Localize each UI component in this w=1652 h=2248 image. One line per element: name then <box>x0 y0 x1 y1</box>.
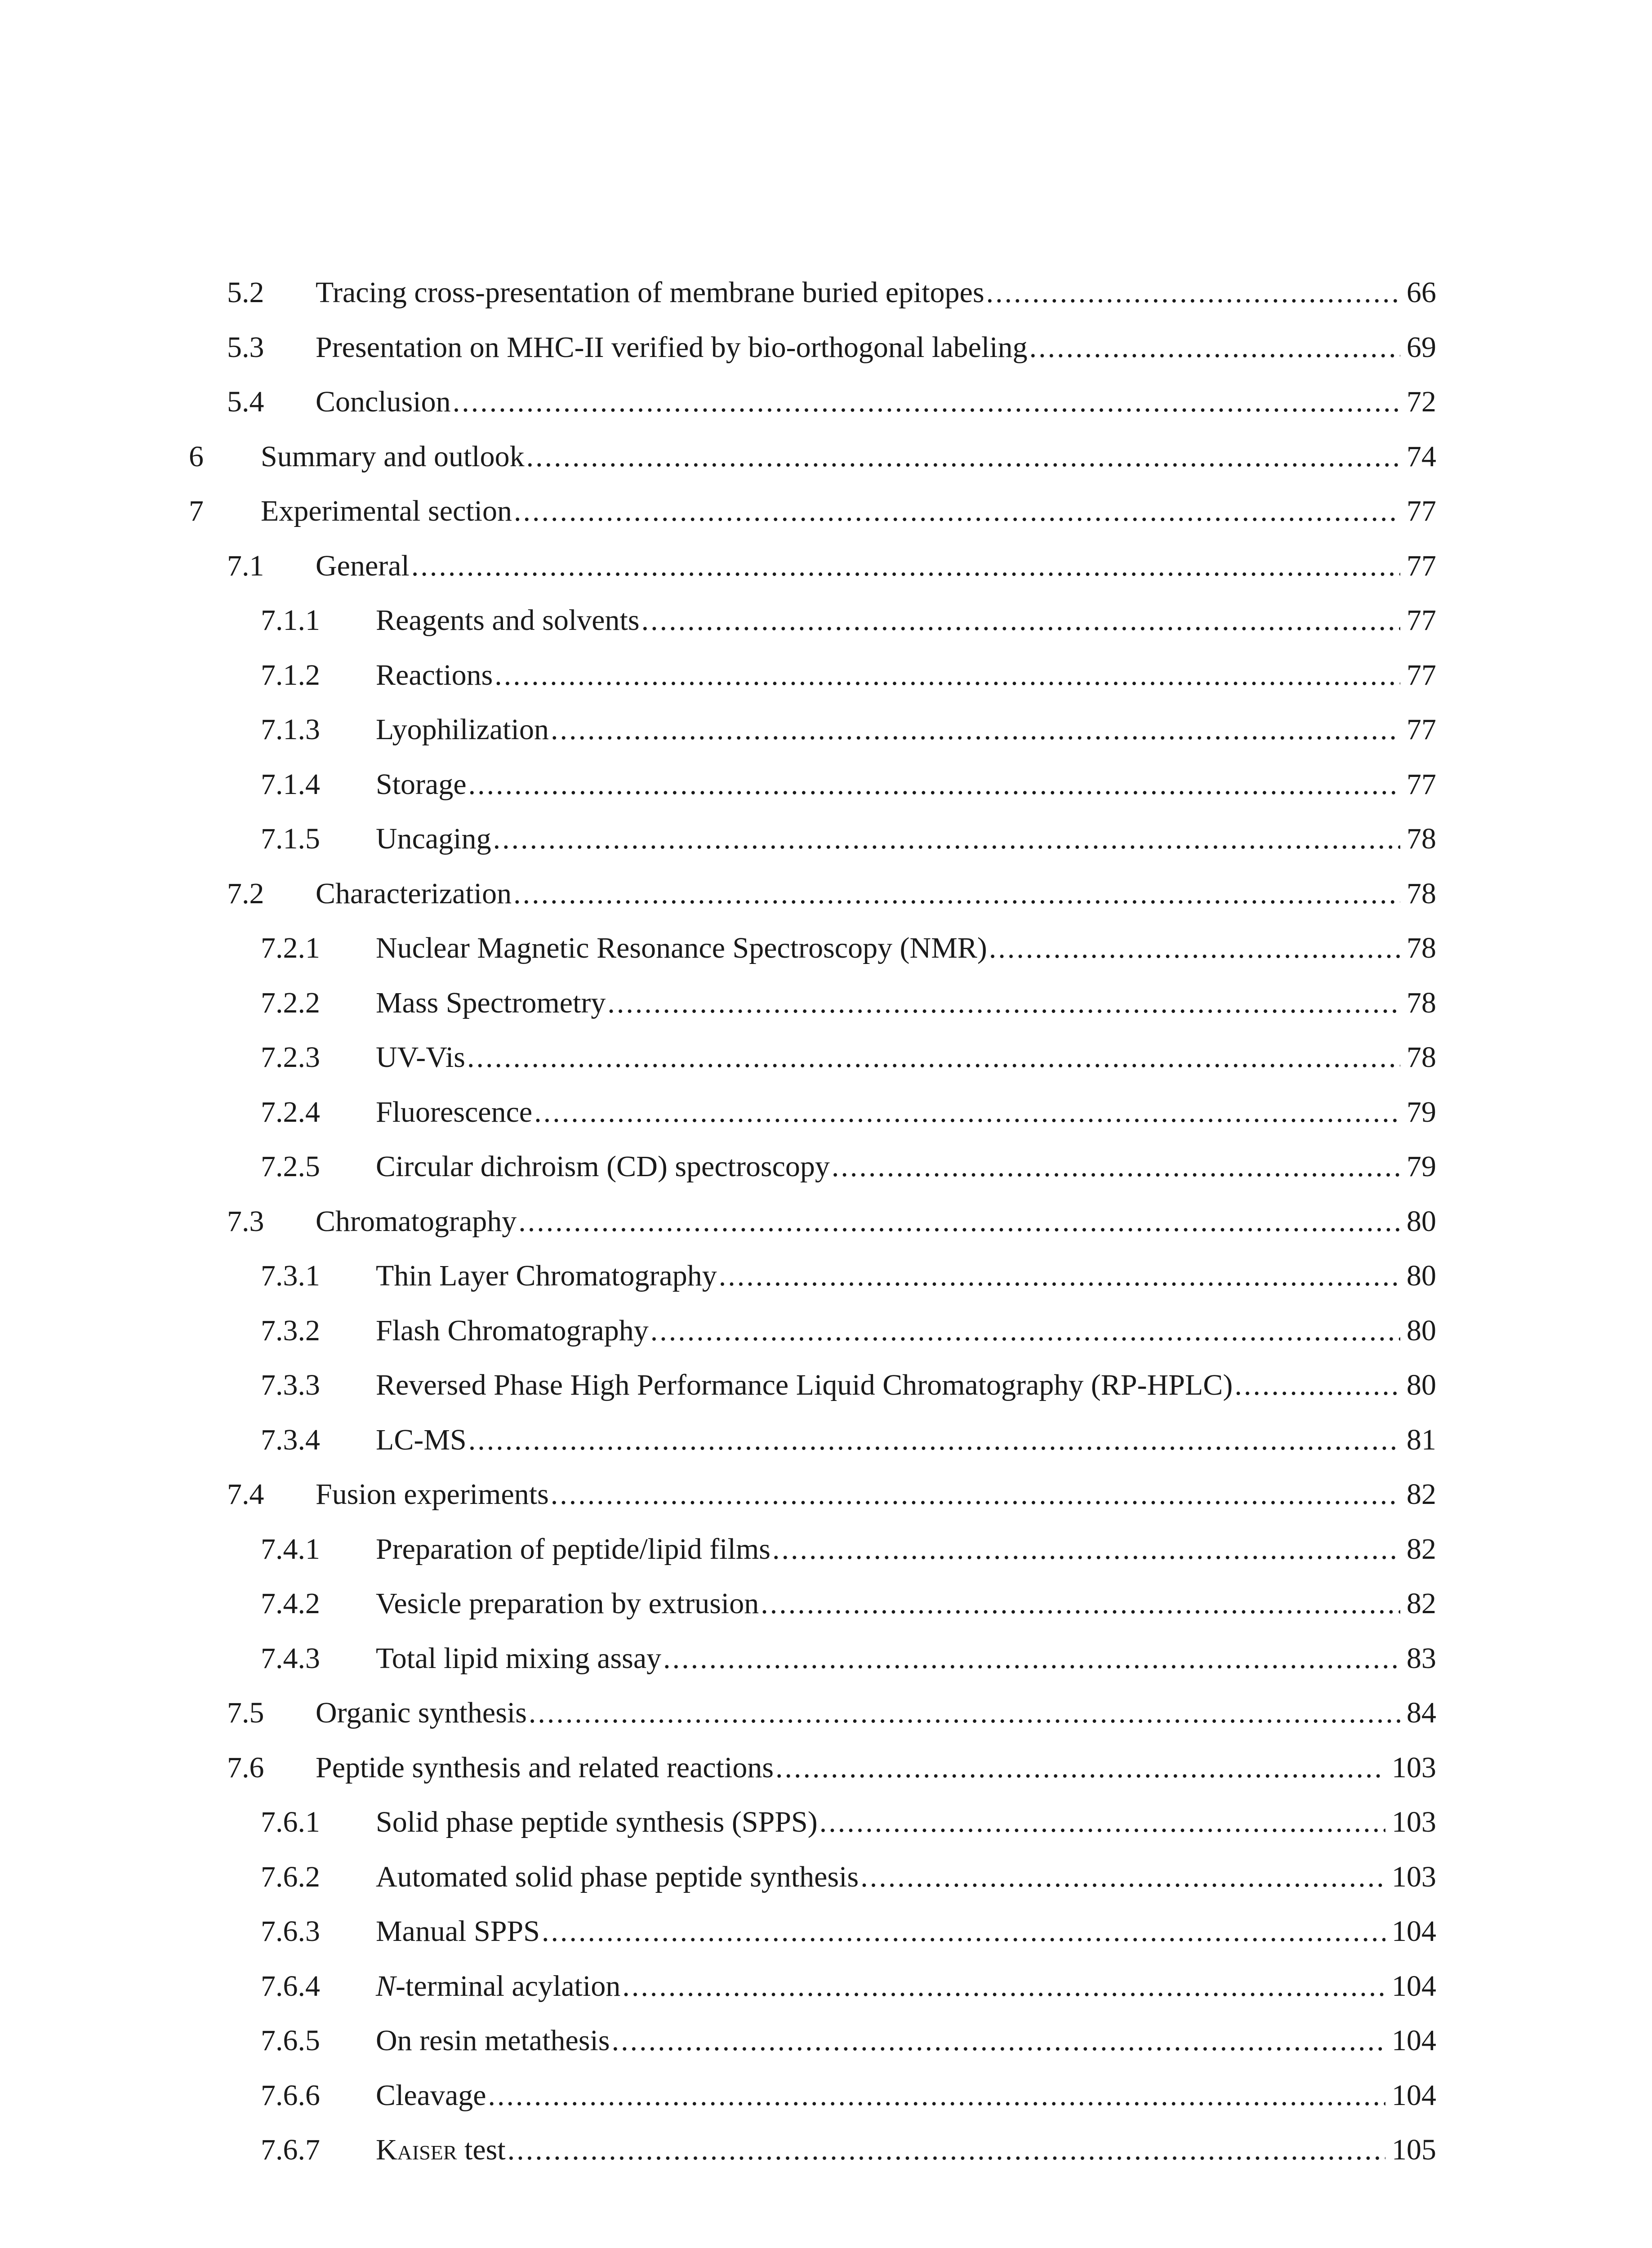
toc-page-number: 83 <box>1407 1642 1436 1675</box>
toc-dot-leader <box>719 1249 1400 1303</box>
toc-page-number: 104 <box>1392 1970 1436 2003</box>
toc-dot-leader <box>411 539 1400 593</box>
toc-entry-line <box>261 484 1436 539</box>
toc-title-text: Summary and outlook <box>261 440 525 473</box>
toc-entry-line <box>376 1850 1436 1905</box>
toc-entry-line <box>376 1358 1436 1413</box>
toc-entry-line <box>376 1413 1436 1467</box>
toc-entry[interactable] <box>0 1413 1652 1467</box>
toc-title-text: Chromatography <box>316 1205 517 1238</box>
toc-title-text: Total lipid mixing assay <box>376 1642 662 1675</box>
toc-page-number: 80 <box>1407 1314 1436 1347</box>
toc-title-text: Characterization <box>316 877 512 910</box>
toc-entry[interactable] <box>0 320 1652 375</box>
toc-section-number: 5.3 <box>227 331 264 364</box>
toc-title-text: Automated solid phase peptide synthesis <box>376 1860 859 1893</box>
toc-section-title <box>376 2013 610 2068</box>
toc-entry[interactable] <box>0 2068 1652 2123</box>
toc-section-title <box>376 757 467 812</box>
toc-entry-line <box>376 1303 1436 1358</box>
toc-entry-line <box>376 1904 1436 1959</box>
toc-dot-leader <box>468 757 1400 812</box>
toc-entry-line <box>376 1522 1436 1577</box>
toc-section-number: 7.3 <box>227 1205 264 1238</box>
toc-entry-line <box>376 1795 1436 1850</box>
toc-section-title <box>316 1467 549 1522</box>
toc-section-title <box>376 1413 467 1467</box>
toc-page-number: 81 <box>1407 1423 1436 1456</box>
toc-title-text: Conclusion <box>316 385 451 418</box>
toc-title-text: Thin Layer Chromatography <box>376 1259 717 1292</box>
toc-section-number: 7.1.2 <box>261 659 320 691</box>
toc-section-number: 6 <box>189 440 204 473</box>
toc-section-title <box>261 484 512 539</box>
toc-entry[interactable] <box>0 976 1652 1030</box>
toc-page-number: 78 <box>1407 877 1436 910</box>
toc-section-number: 7.6.3 <box>261 1915 320 1948</box>
toc-title-text: Fusion experiments <box>316 1478 549 1511</box>
toc-entry-line <box>316 265 1436 320</box>
toc-entry[interactable] <box>0 539 1652 593</box>
toc-section-number: 7.3.3 <box>261 1369 320 1401</box>
toc-entry-line <box>316 866 1436 921</box>
toc-page-number: 84 <box>1407 1696 1436 1729</box>
toc-section-number: 7.1 <box>227 549 264 582</box>
toc-entry-line <box>316 1686 1436 1740</box>
toc-title-text: Manual SPPS <box>376 1915 540 1948</box>
toc-page-number: 78 <box>1407 986 1436 1019</box>
toc-page-number: 104 <box>1392 1915 1436 1948</box>
toc-dot-leader <box>989 921 1400 976</box>
toc-entry-line <box>316 1467 1436 1522</box>
toc-section-title <box>376 648 493 703</box>
toc-entry-line <box>376 648 1436 703</box>
toc-entry-line <box>376 2123 1436 2177</box>
toc-title-text: UV-Vis <box>376 1041 465 1074</box>
toc-section-title <box>376 976 606 1030</box>
toc-entry[interactable] <box>0 812 1652 866</box>
toc-title-text: Presentation on MHC-II verified by bio-orthogonal labeling <box>316 331 1028 364</box>
toc-dot-leader <box>529 1686 1400 1740</box>
toc-dot-leader <box>622 1959 1385 2014</box>
toc-title-text: Organic synthesis <box>316 1696 527 1729</box>
toc-title-text: Circular dichroism (CD) spectroscopy <box>376 1150 830 1183</box>
toc-section-title <box>376 1795 818 1850</box>
toc-entry[interactable] <box>0 593 1652 648</box>
toc-dot-leader <box>775 1740 1385 1795</box>
toc-title-text: Flash Chromatography <box>376 1314 649 1347</box>
toc-dot-leader <box>772 1522 1400 1577</box>
toc-entry[interactable] <box>0 1303 1652 1358</box>
toc-section-title <box>376 593 640 648</box>
toc-dot-leader <box>453 375 1400 429</box>
toc-dot-leader <box>1029 320 1400 375</box>
toc-entry[interactable] <box>0 1085 1652 1140</box>
toc-dot-leader <box>493 812 1400 866</box>
toc-entry[interactable] <box>0 265 1652 320</box>
toc-dot-leader <box>508 2123 1385 2177</box>
toc-section-number: 7.5 <box>227 1696 264 1729</box>
toc-entry-line <box>376 593 1436 648</box>
toc-dot-leader <box>1234 1358 1400 1413</box>
toc-entry-line <box>376 1576 1436 1631</box>
toc-entry-line <box>316 1740 1436 1795</box>
toc-entry-line <box>376 1249 1436 1303</box>
toc-page-number: 103 <box>1392 1860 1436 1893</box>
toc-section-number: 7.3.2 <box>261 1314 320 1347</box>
toc-dot-leader <box>650 1303 1400 1358</box>
toc-entry-line <box>376 2068 1436 2123</box>
toc-section-number: 7.2.4 <box>261 1096 320 1128</box>
toc-section-title <box>376 921 987 976</box>
toc-section-number: 7.6.4 <box>261 1970 320 2003</box>
toc-title-text: Reversed Phase High Performance Liquid Chromatography (RP-HPLC) <box>376 1369 1233 1401</box>
toc-title-text: Cleavage <box>376 2079 486 2112</box>
toc-section-number: 5.2 <box>227 276 264 309</box>
toc-entry-line <box>316 320 1436 375</box>
toc-section-number: 7.2 <box>227 877 264 910</box>
toc-section-title <box>376 1522 770 1577</box>
toc-section-number: 7.2.3 <box>261 1041 320 1074</box>
toc-entry[interactable] <box>0 1850 1652 1905</box>
toc-page-number: 78 <box>1407 932 1436 964</box>
toc-page-number: 77 <box>1407 604 1436 637</box>
toc-dot-leader <box>534 1085 1400 1140</box>
toc-section-number: 7.3.4 <box>261 1423 320 1456</box>
toc-dot-leader <box>663 1631 1400 1686</box>
toc-entry-line <box>376 1139 1436 1194</box>
toc-dot-leader <box>468 1413 1400 1467</box>
toc-page-number: 80 <box>1407 1369 1436 1401</box>
toc-dot-leader <box>607 976 1400 1030</box>
toc-entry[interactable] <box>0 429 1652 484</box>
toc-title-text: Experimental section <box>261 495 512 527</box>
toc-title-text: Vesicle preparation by extrusion <box>376 1587 759 1620</box>
toc-title-text: Solid phase peptide synthesis (SPPS) <box>376 1806 818 1838</box>
toc-page-number: 80 <box>1407 1205 1436 1238</box>
toc-section-number: 5.4 <box>227 385 264 418</box>
toc-dot-leader <box>526 429 1400 484</box>
toc-section-title <box>316 375 451 429</box>
toc-title-text: Storage <box>376 768 467 801</box>
toc-title-italic-prefix: N <box>376 1970 396 2003</box>
toc-section-number: 7.1.1 <box>261 604 320 637</box>
toc-section-number: 7.6.6 <box>261 2079 320 2112</box>
toc-page-number: 72 <box>1407 385 1436 418</box>
toc-page-number: 82 <box>1407 1478 1436 1511</box>
toc-title-text: Peptide synthesis and related reactions <box>316 1751 774 1784</box>
toc-title-smallcaps-prefix: Kaiser <box>376 2133 457 2166</box>
toc-section-title <box>376 1303 649 1358</box>
toc-section-title <box>376 1850 859 1905</box>
toc-section-title <box>316 1686 527 1740</box>
toc-section-title <box>316 539 410 593</box>
toc-title-text: Uncaging <box>376 822 491 855</box>
toc-title-text: Mass Spectrometry <box>376 986 606 1019</box>
toc-page-number: 103 <box>1392 1751 1436 1784</box>
toc-entry-line <box>376 921 1436 976</box>
toc-section-title <box>316 1740 774 1795</box>
toc-page-number: 66 <box>1407 276 1436 309</box>
toc-title-text: Tracing cross-presentation of membrane buried epitopes <box>316 276 984 309</box>
toc-page-number: 103 <box>1392 1806 1436 1838</box>
toc-section-number: 7.2.5 <box>261 1150 320 1183</box>
toc-entry-line <box>376 1085 1436 1140</box>
toc-entry[interactable] <box>0 375 1652 429</box>
toc-entry[interactable] <box>0 484 1652 539</box>
toc-section-title <box>316 320 1028 375</box>
toc-page-number: 77 <box>1407 659 1436 691</box>
toc-title-text: Nuclear Magnetic Resonance Spectroscopy (NMR) <box>376 932 987 964</box>
toc-section-number: 7.4.3 <box>261 1642 320 1675</box>
toc-entry[interactable] <box>0 921 1652 976</box>
toc-section-title <box>376 1085 532 1140</box>
toc-section-title <box>376 1139 830 1194</box>
toc-page-number: 77 <box>1407 768 1436 801</box>
toc-page-number: 80 <box>1407 1259 1436 1292</box>
toc-section-number: 7.6 <box>227 1751 264 1784</box>
toc-dot-leader <box>551 1467 1400 1522</box>
toc-title-text: On resin metathesis <box>376 2024 610 2057</box>
toc-dot-leader <box>819 1795 1385 1850</box>
toc-entry-line <box>316 1194 1436 1249</box>
toc-dot-leader <box>513 866 1400 921</box>
toc-section-number: 7 <box>189 495 204 527</box>
toc-entry[interactable] <box>0 2123 1652 2177</box>
toc-dot-leader <box>467 1030 1400 1085</box>
toc-entry[interactable] <box>0 2013 1652 2068</box>
toc-section-number: 7.3.1 <box>261 1259 320 1292</box>
toc-section-number: 7.1.5 <box>261 822 320 855</box>
toc-section-title <box>376 2068 486 2123</box>
toc-page-number: 104 <box>1392 2024 1436 2057</box>
toc-entry[interactable] <box>0 757 1652 812</box>
toc-section-number: 7.6.2 <box>261 1860 320 1893</box>
toc-section-number: 7.4.2 <box>261 1587 320 1620</box>
toc-page-number: 78 <box>1407 822 1436 855</box>
toc-section-title <box>261 429 525 484</box>
toc-section-number: 7.6.1 <box>261 1806 320 1838</box>
toc-entry[interactable] <box>0 1249 1652 1303</box>
toc-entry-line <box>261 429 1436 484</box>
toc-title-text: Reactions <box>376 659 493 691</box>
toc-page-number: 82 <box>1407 1533 1436 1566</box>
toc-page-number: 69 <box>1407 331 1436 364</box>
toc-section-title <box>376 1904 540 1959</box>
toc-page-number: 105 <box>1392 2133 1436 2166</box>
toc-entry[interactable] <box>0 1795 1652 1850</box>
toc-entry-line <box>376 1030 1436 1085</box>
toc-entry[interactable] <box>0 1740 1652 1795</box>
toc-entry[interactable] <box>0 702 1652 757</box>
toc-dot-leader <box>612 2013 1385 2068</box>
toc-entry-line <box>376 757 1436 812</box>
toc-entry[interactable] <box>0 1358 1652 1413</box>
toc-entry[interactable] <box>0 1631 1652 1686</box>
toc-dot-leader <box>860 1850 1385 1905</box>
toc-entry[interactable] <box>0 1467 1652 1522</box>
toc-dot-leader <box>542 1904 1385 1959</box>
toc-title-text: Preparation of peptide/lipid films <box>376 1533 770 1566</box>
toc-section-title <box>376 1576 759 1631</box>
toc-section-title <box>316 1194 517 1249</box>
toc-section-title <box>376 702 549 757</box>
toc-section-title <box>316 866 512 921</box>
toc-entry-line <box>316 375 1436 429</box>
toc-entry[interactable] <box>0 648 1652 703</box>
toc-entry-line <box>376 2013 1436 2068</box>
toc-entry-line <box>376 976 1436 1030</box>
toc-section-number: 7.6.7 <box>261 2133 320 2166</box>
toc-section-title <box>376 1959 620 2014</box>
toc-title-text: General <box>316 549 410 582</box>
toc-page-number: 82 <box>1407 1587 1436 1620</box>
toc-dot-leader <box>986 265 1400 320</box>
toc-entry[interactable] <box>0 1030 1652 1085</box>
toc-page-number: 74 <box>1407 440 1436 473</box>
toc-page-number: 77 <box>1407 549 1436 582</box>
toc-section-number: 7.1.4 <box>261 768 320 801</box>
toc-page-number: 78 <box>1407 1041 1436 1074</box>
toc-entry-line <box>316 539 1436 593</box>
toc-page-number: 77 <box>1407 495 1436 527</box>
toc-dot-leader <box>551 702 1400 757</box>
toc-section-title <box>376 2123 506 2177</box>
toc-entry-line <box>376 1631 1436 1686</box>
toc-section-number: 7.4 <box>227 1478 264 1511</box>
toc-dot-leader <box>514 484 1400 539</box>
toc-page-number: 79 <box>1407 1096 1436 1128</box>
toc-title-text: Fluorescence <box>376 1096 533 1128</box>
toc-entry[interactable] <box>0 1194 1652 1249</box>
toc-entry-line <box>376 1959 1436 2014</box>
toc-section-title <box>376 1631 661 1686</box>
toc-section-title <box>376 1358 1233 1413</box>
toc-dot-leader <box>518 1194 1400 1249</box>
toc-section-title <box>376 1030 465 1085</box>
toc-entry[interactable] <box>0 1522 1652 1577</box>
toc-section-number: 7.1.3 <box>261 713 320 746</box>
toc-section-title <box>376 812 491 866</box>
toc-page-number: 77 <box>1407 713 1436 746</box>
toc-entry[interactable] <box>0 1576 1652 1631</box>
toc-dot-leader <box>761 1576 1400 1631</box>
toc-section-title <box>316 265 984 320</box>
toc-entry-line <box>376 812 1436 866</box>
toc-entry-line <box>376 702 1436 757</box>
toc-entry[interactable] <box>0 1139 1652 1194</box>
toc-section-number: 7.2.2 <box>261 986 320 1019</box>
toc-entry[interactable] <box>0 866 1652 921</box>
toc-section-title <box>376 1249 717 1303</box>
toc-section-number: 7.4.1 <box>261 1533 320 1566</box>
toc-entry[interactable] <box>0 1904 1652 1959</box>
toc-entry[interactable] <box>0 1959 1652 2014</box>
toc-title-text: Lyophilization <box>376 713 549 746</box>
toc-dot-leader <box>488 2068 1385 2123</box>
toc-title-text: -terminal acylation <box>396 1970 621 2003</box>
toc-page-number: 104 <box>1392 2079 1436 2112</box>
toc-title-text: LC-MS <box>376 1423 467 1456</box>
toc-dot-leader <box>641 593 1400 648</box>
toc-dot-leader <box>494 648 1400 703</box>
toc-entry[interactable] <box>0 1686 1652 1740</box>
toc-page-number: 79 <box>1407 1150 1436 1183</box>
toc-title-text: Reagents and solvents <box>376 604 640 637</box>
toc-title-text: test <box>457 2133 506 2166</box>
toc-dot-leader <box>832 1139 1400 1194</box>
toc-section-number: 7.2.1 <box>261 932 320 964</box>
toc-section-number: 7.6.5 <box>261 2024 320 2057</box>
